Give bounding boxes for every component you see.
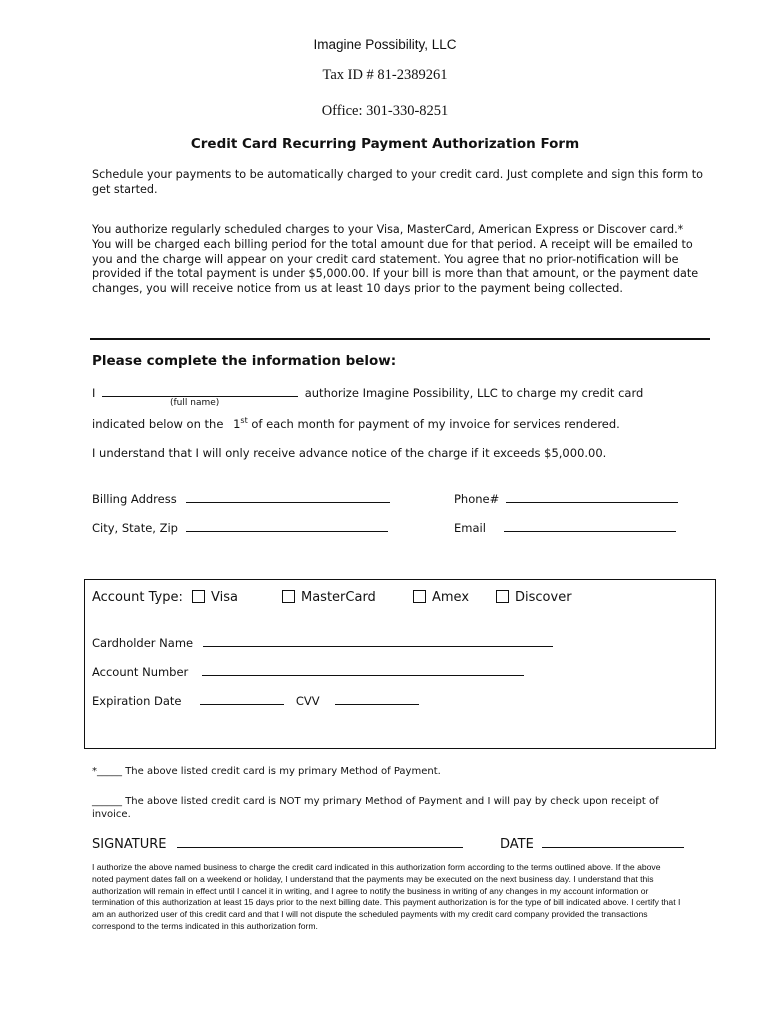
visa-label: Visa bbox=[211, 590, 238, 605]
signature-field[interactable] bbox=[177, 834, 463, 848]
not-primary-method-blank[interactable]: ______ bbox=[92, 796, 122, 807]
full-name-caption: (full name) bbox=[170, 398, 220, 408]
email-row bbox=[454, 519, 676, 535]
expiration-field[interactable] bbox=[200, 692, 284, 705]
office-phone: Office: 301-330-8251 bbox=[321, 103, 449, 119]
date-label: DATE bbox=[500, 837, 534, 852]
billing-address-label: Billing Address bbox=[92, 492, 177, 506]
info-heading: Please complete the information below: bbox=[92, 353, 397, 369]
charge-day-suffix: st bbox=[240, 416, 248, 425]
primary-method-blank[interactable]: *_____ bbox=[92, 766, 122, 777]
cardholder-field[interactable] bbox=[203, 634, 553, 647]
not-primary-method-text: The above listed credit card is NOT my primary Method of Payment and I will pay by check upon receipt of invoice. bbox=[92, 796, 659, 820]
mastercard-label: MasterCard bbox=[301, 590, 376, 605]
billing-address-field[interactable] bbox=[186, 490, 390, 503]
email-label: Email bbox=[454, 521, 486, 535]
discover-checkbox[interactable] bbox=[496, 590, 509, 603]
account-number-field[interactable] bbox=[202, 663, 524, 676]
discover-label: Discover bbox=[515, 590, 572, 605]
cvv-label: CVV bbox=[295, 694, 320, 708]
charge-day: 1 bbox=[233, 416, 241, 431]
city-state-zip-row bbox=[92, 519, 388, 535]
city-state-zip-field[interactable] bbox=[186, 519, 388, 532]
cardholder-label: Cardholder Name bbox=[92, 636, 194, 650]
not-primary-method-line bbox=[92, 795, 692, 821]
i-label: I bbox=[92, 386, 96, 400]
terms-paragraph: I authorize the above named business to charge the credit card indicated in this authorization form according to the terms outlined above. If the above noted payment dates fall on a weekend or holiday, I understand that the payments may be executed on the next business day. I understand that this authorization will remain in effect until I cancel it in writing, and I agree to notify the business in writing of any changes in my account information or termination of this authorization at least 15 days prior to the next billing date. This payment authorization is for the type of bill indicated above. I certify that I am an authorized user of this credit card and that I will not dispute the scheduled payments with my credit card company provided the transactions correspond to the terms indicated in this authorization form. bbox=[92, 862, 681, 931]
amex-checkbox[interactable] bbox=[413, 590, 426, 603]
option-visa[interactable] bbox=[192, 590, 238, 605]
phone-label: Phone# bbox=[454, 492, 500, 506]
phone-row bbox=[454, 490, 678, 506]
signature-label: SIGNATURE bbox=[92, 837, 167, 852]
full-name-field[interactable] bbox=[102, 384, 298, 397]
amex-label: Amex bbox=[432, 590, 470, 605]
phone-field[interactable] bbox=[506, 490, 678, 503]
email-field[interactable] bbox=[504, 519, 676, 532]
notice-line: I understand that I will only receive advance notice of the charge if it exceeds $5,000.00. bbox=[92, 446, 607, 460]
date-field[interactable] bbox=[542, 834, 684, 848]
account-type-label: Account Type: bbox=[92, 590, 183, 605]
option-mastercard[interactable] bbox=[282, 590, 376, 605]
date-row bbox=[500, 834, 684, 852]
billing-address-row bbox=[92, 490, 390, 506]
signature-row bbox=[92, 834, 463, 852]
charge-day-line bbox=[92, 416, 620, 431]
authorize-label: authorize Imagine Possibility, LLC to charge my credit card bbox=[304, 386, 644, 400]
primary-method-line bbox=[92, 766, 441, 777]
expiration-label: Expiration Date bbox=[92, 694, 182, 708]
tax-id: Tax ID # 81-2389261 bbox=[322, 67, 448, 83]
visa-checkbox[interactable] bbox=[192, 590, 205, 603]
schedule-paragraph: Schedule your payments to be automatically charged to your credit card. Just complete and sign this form to get started. bbox=[92, 168, 703, 196]
cvv-field[interactable] bbox=[335, 692, 419, 705]
indicated-pre: indicated below on the bbox=[92, 416, 224, 431]
section-divider bbox=[90, 338, 710, 340]
cardholder-row bbox=[92, 634, 553, 650]
expiration-row bbox=[92, 692, 419, 708]
account-number-label: Account Number bbox=[92, 665, 189, 679]
authorize-paragraph: You authorize regularly scheduled charges to your Visa, MasterCard, American Express or Discover card.* You will be charged each billing period for the total amount due for that period. A receipt will be emailed to you and the charge will appear on your credit card statement. You agree that no prior-notification will be provided if the total payment is under $5,000.00. If your bill is more than that amount, or the payment date changes, you will receive notice from us at least 10 days prior to the payment being collected. bbox=[92, 223, 699, 296]
city-state-zip-label: City, State, Zip bbox=[92, 521, 178, 535]
primary-method-text: The above listed credit card is my primary Method of Payment. bbox=[125, 766, 441, 777]
indicated-post: of each month for payment of my invoice for services rendered. bbox=[251, 416, 620, 431]
account-type-row bbox=[92, 590, 183, 605]
mastercard-checkbox[interactable] bbox=[282, 590, 295, 603]
form-title: Credit Card Recurring Payment Authorization Form bbox=[190, 136, 580, 152]
company-name: Imagine Possibility, LLC bbox=[313, 37, 457, 52]
option-amex[interactable] bbox=[413, 590, 469, 605]
option-discover[interactable] bbox=[496, 590, 572, 605]
account-number-row bbox=[92, 663, 524, 679]
